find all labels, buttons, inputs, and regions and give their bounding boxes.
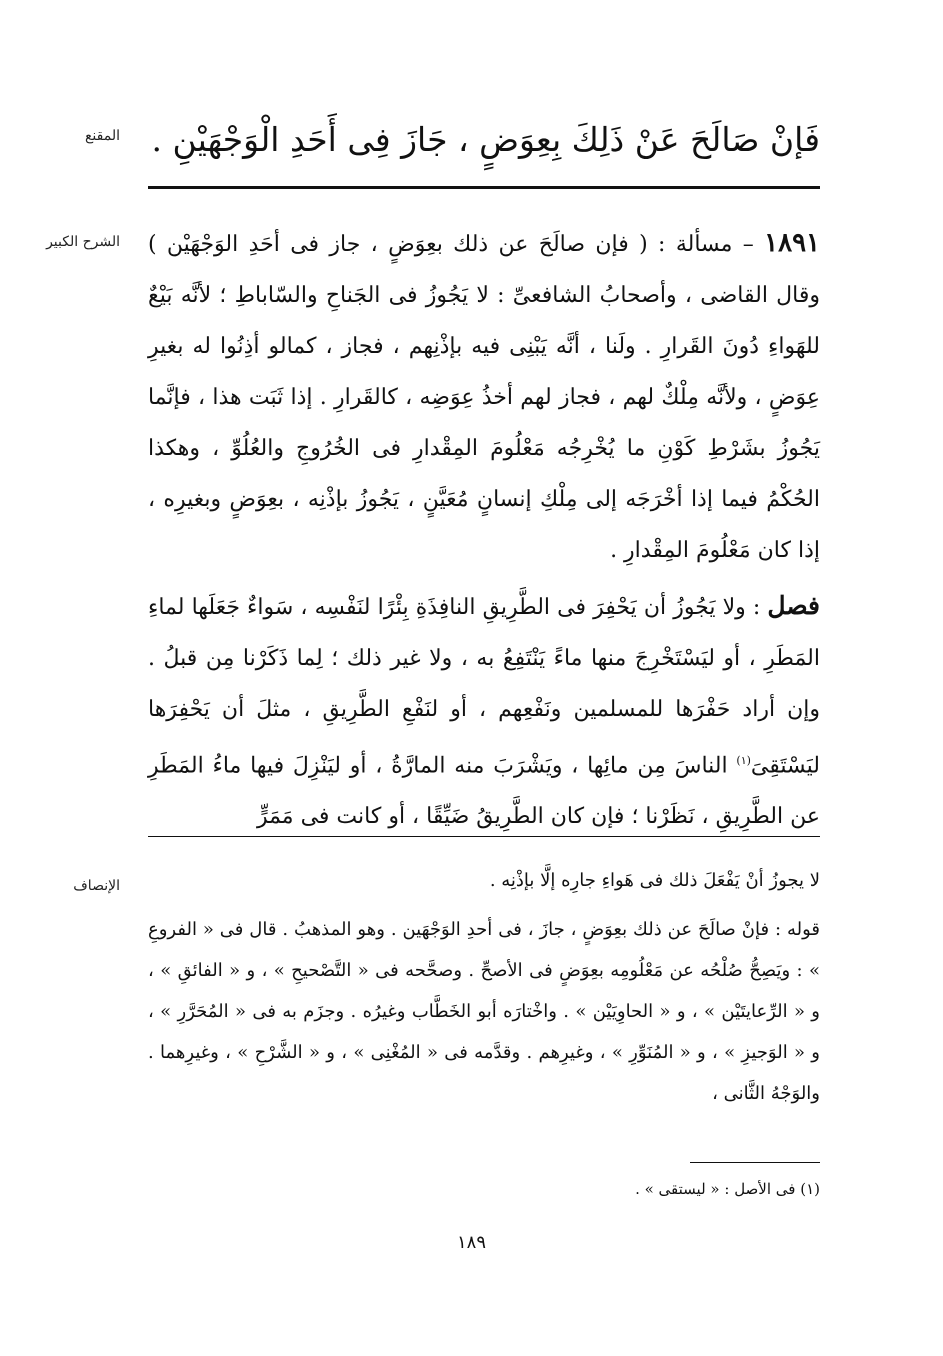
insaf-text-block bbox=[148, 860, 820, 1114]
margin-label-muqni: المقنع bbox=[84, 128, 120, 144]
muqni-text: فَإنْ صَالَحَ عَنْ ذَلِكَ بِعِوَضٍ ، جَازَ فِى أَحَدِ الْوَجْهَيْنِ . bbox=[151, 120, 820, 159]
margin-label-sharh: الشرح الكبير bbox=[46, 234, 120, 250]
fasl-heading: فصل bbox=[767, 591, 820, 620]
footnote: (١) فى الأصل : « ليستقى » . bbox=[635, 1180, 820, 1198]
issue-text: – مسألة : ( فإن صالَحَ عن ذلك بعِوَضٍ ، جاز فى أحَدِ الوَجْهَيْن ) وقال القاضى ، وأصحابُ الشافعىِّ : لا يَجُوزُ فى الجَناحِ والسّاباطِ ؛ لأنَّه بَيْعٌ للهَواءِ دُونَ القَرارِ . ولَنا ، أنَّه يَبْنِى فيه بإذْنِهم ، فجاز ، كمالو أذِنُوا له بغيرِ عِوَضٍ ، ولأنَّه مِلْكٌ لهم ، فجاز لهم أخذُ عِوَضِه ، كالقَرارِ . إذا ثَبَت هذا ، فإنَّما يَجُوزُ بشَرْطِ كَوْنِ ما يُخْرِجُه مَعْلُومَ المِقْدارِ فى الخُرُوجِ والعُلُوِّ ، وهكذا الحُكْمُ فيما إذا أخْرَجَه إلى مِلْكِ إنسانٍ مُعَيَّنٍ ، يَجُوزُ بإذْنِه ، بعِوَضٍ وبغيرِه ، إذا كان مَعْلُومَ المِقْدارِ . bbox=[148, 232, 820, 563]
footnote-reference: (١) bbox=[736, 754, 751, 767]
fasl-text: : ولا يَجُوزُ أن يَحْفِرَ فى الطَّرِيقِ النافِذَةِ بِئْرًا لنَفْسِه ، سَواءٌ جَعَلَها لماءِ المَطَرِ ، أو ليَسْتَخْرِجَ منها ماءً يَنْتَفِعُ به ، ولا غير ذلك ؛ لِما ذَكَرْنا مِن قبلُ . وإن أراد حَفْرَها للمسلمين ونَفْعِهم ، أو لنَفْعِ الطَّرِيقِ ، مثلَ أن يَحْفِرَها ليَسْتَقِىَ bbox=[148, 595, 820, 779]
insaf-body: قوله : فإنْ صالَحَ عن ذلك بعِوَضٍ ، جازَ ، فى أحدِ الوَجْهَين . وهو المذهبُ . قال فى « الفروعِ » : ويَصِحُّ صُلْحُه عن مَعْلُومِه بعِوَضٍ فى الأصحِّ . وصحَّحه فى « التَّصْحيحِ » ، و « الفائقِ » ، و « الرِّعايتَيْن » ، و « الحاوِيَيْن » . واخْتارَه أبو الخَطَّاب وغيرُه . وجزَم به فى « المُحَرَّرِ » ، و « الوَجيزِ » ، و « المُنَوِّرِ » ، وغيرِهم . وقدَّمه فى « المُغْنِى » ، و « الشَّرْحِ » ، وغيرِهما . والوَجْهُ الثَّانى ، bbox=[148, 919, 820, 1104]
issue-number: ١٨٩١ bbox=[764, 228, 820, 258]
section-divider-thick bbox=[148, 186, 820, 189]
page-number: ١٨٩ bbox=[456, 1232, 486, 1253]
fasl-text-end: الناسَ مِن مائِها ، ويَشْرَبَ منه المارَّةُ ، أو ليَنْزِلَ فيها ماءُ المَطَرِ عن الطَّرِيقِ ، نَظَرْنا ؛ فإن كان الطَّرِيقُ ضَيِّقًا ، أو كانت فى مَمَرٍّ bbox=[148, 753, 820, 830]
issue-paragraph bbox=[148, 218, 820, 576]
sharh-text-block bbox=[148, 218, 820, 842]
fasl-paragraph bbox=[148, 580, 820, 842]
section-divider-thin bbox=[148, 836, 820, 837]
insaf-lead-line: لا يجوزُ أنْ يَفْعَلَ ذلك فى هَواءِ جارِه إلَّا بإذْنِه . bbox=[489, 870, 820, 891]
margin-label-insaf: الإنصاف bbox=[73, 878, 120, 894]
footnote-divider bbox=[690, 1162, 820, 1163]
